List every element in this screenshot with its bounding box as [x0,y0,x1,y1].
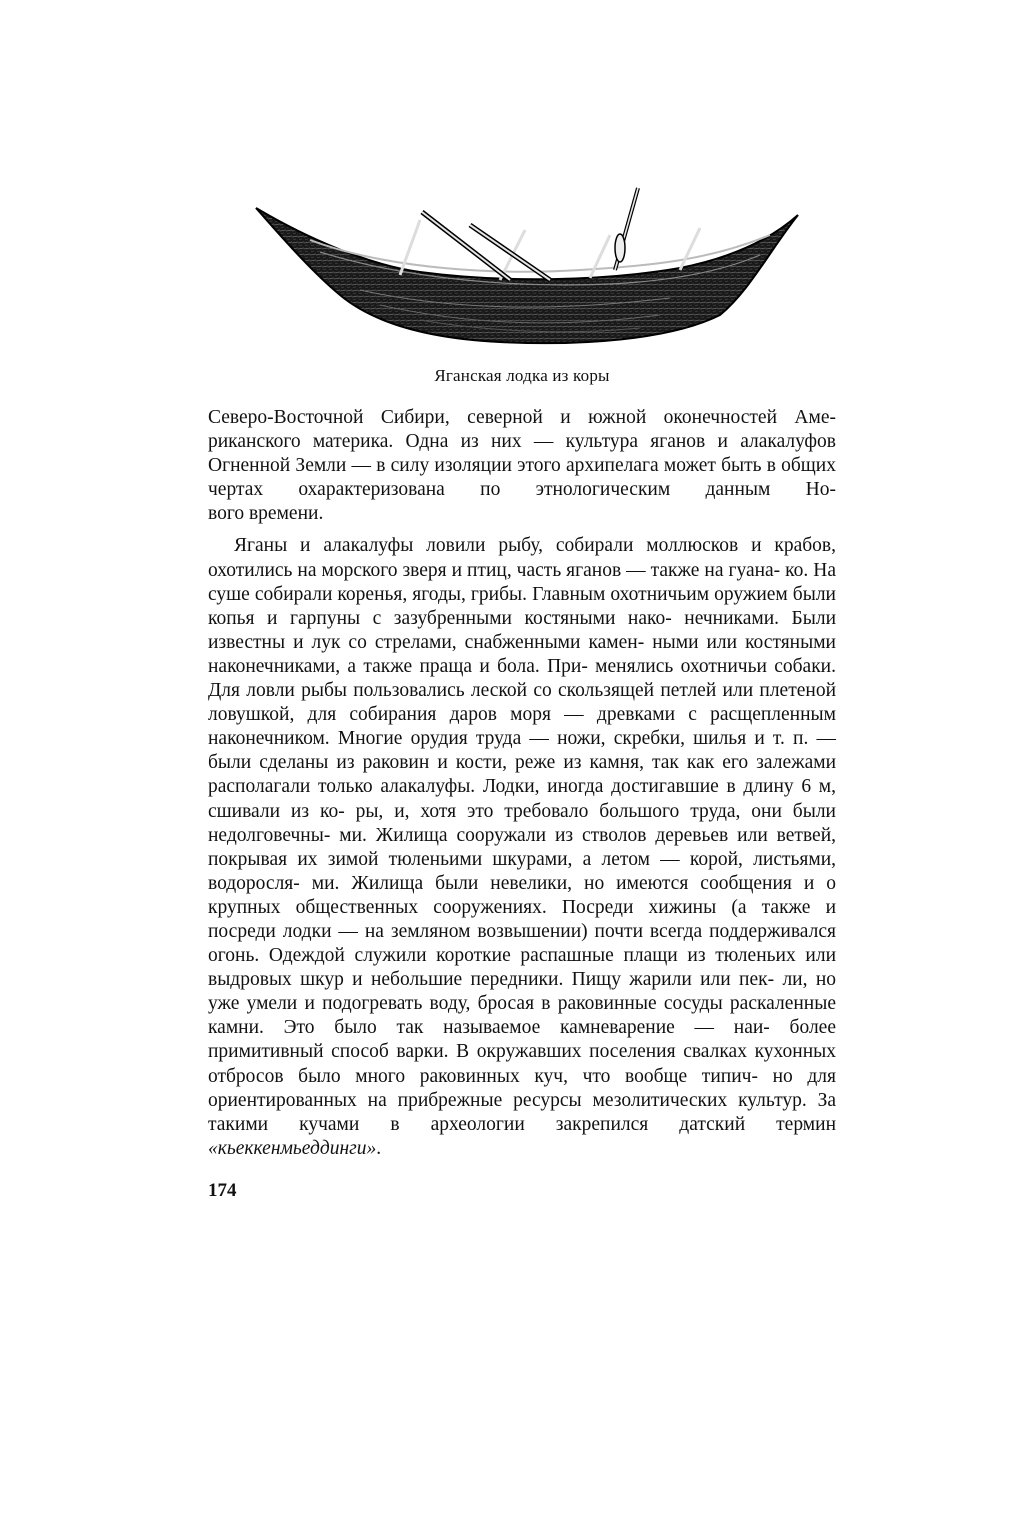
text-line: ными или костяными наконечниками, а также праща и бола. При- [208,631,836,677]
text-line: со скользящей петлей или плетеной ловушкой, для собирания даров [208,680,837,726]
figure-caption: Яганская лодка из коры [434,366,610,385]
bark-canoe-illustration [250,180,810,350]
text-line: в общих чертах охарактеризована по этнологическим данным Но- [208,455,836,501]
boat-figure [250,180,810,350]
text-line: труда — ножи, скребки, шилья и т. п. — были сделаны из раковин [208,728,837,774]
text-line: нечниками. Были известны и лук со стрелами, снабженными камен- [208,607,837,653]
text-line: огонь. Одеждой служили короткие распашные плащи из тюленьих [208,945,796,967]
text-line: ли, но уже умели и подогревать воду, бросая в раковинные сосуды [208,969,836,1015]
text-line: зимой тюленьими шкурами, а летом — корой, листьями, водоросля- [208,848,837,894]
text-line: или выдровых шкур и небольшие передники. Пищу жарили или пек- [208,945,837,991]
text-line: Северо-Восточной Сибири, северной и южной оконечностей Аме- [208,407,836,428]
text-line: и кости, реже из камня, так как его залежами располагали только [208,752,836,798]
text-line: но для ориентированных на прибрежные ресурсы мезолитических [208,1065,837,1111]
text-line: менялись охотничьи собаки. Для ловли рыбы пользовались леской [208,655,836,702]
text-line: Яганы и алакалуфы ловили рыбу, собирали моллюсков и крабов, [234,535,836,557]
text-line: Огненной Земли — в силу изоляции этого архипелага может быть [208,455,762,477]
text-line: риканского материка. Одна из них — культура яганов и алакалуфов [208,431,836,453]
term-kjokkenmoddinger: «кьеккенмьеддинги» [208,1137,377,1159]
text-line: охотились на морского зверя и птиц, часть яганов — также на гуана- [208,559,781,581]
text-line: лодки — на земляном возвышении) почти всегда поддерживался [282,920,836,942]
text-line: моря — древками с расщепленным наконечником. Многие орудия [208,704,836,750]
text-line: культур. За такими кучами в археологии закрепился датский термин [208,1089,836,1135]
text-line: ми. Жилища сооружали из стволов деревьев или ветвей, покрывая их [208,824,836,870]
paragraph-1-end [208,502,836,526]
text-line: ко. На суше собирали коренья, ягоды, грибы. Главным охотничьим [208,559,836,605]
paragraph-2 [208,534,836,1136]
text-line: ми. Жилища были невелики, но имеются сообщения и о крупных [208,872,837,918]
text-line: ры, и, хотя это требовало большого труда, они были недолговечны- [208,800,836,846]
page-number: 174 [208,1180,237,1201]
text-line: более примитивный способ варки. В окружавших поселения свалках [208,1017,836,1063]
text-line: оружием были копья и гарпуны с зазубренными костяными нако- [208,583,836,629]
sentence-end: . [376,1137,382,1159]
text-line: алакалуфы. Лодки, иногда достигавшие в длину 6 м, сшивали из ко- [208,776,836,822]
text-line: кухонных отбросов было много раковинных куч, что вообще типич- [208,1041,837,1087]
text-line: общественных сооружениях. Посреди хижины (а также и посреди [208,896,837,942]
text-line: раскаленные камни. Это было так называемое камневарение — наи- [208,993,837,1039]
paragraph-1 [208,406,836,502]
body-text [208,406,836,1161]
paragraph-2-end [208,1137,836,1161]
text-line: вого времени. [208,503,324,525]
